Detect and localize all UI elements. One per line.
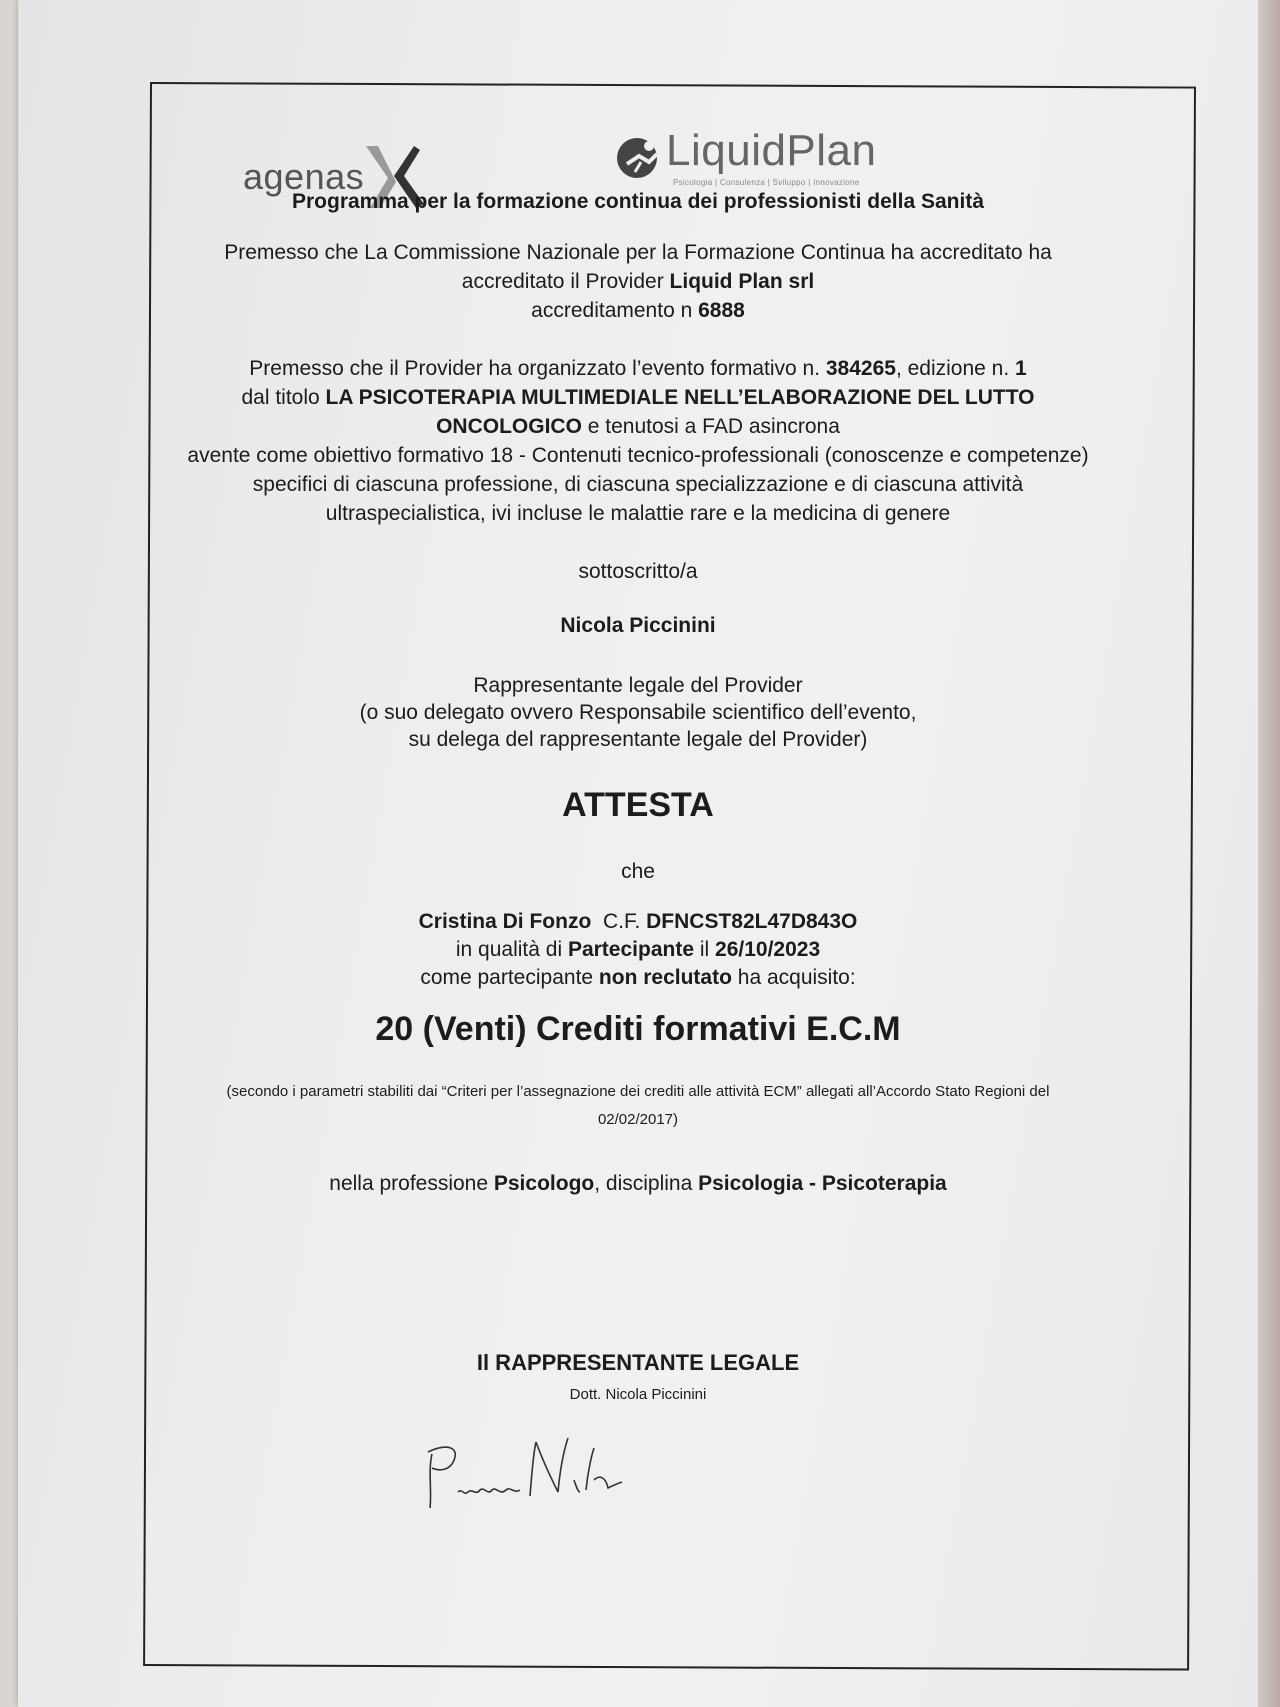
role-line1: Rappresentante legale del Provider — [473, 674, 803, 697]
premise2-line5: specifici di ciascuna professione, di ciascuna specializzazione e di ciascuna attività — [252, 473, 1024, 496]
liquidplan-logo-text: LiquidPlan — [666, 126, 877, 175]
premise2-line1: Premesso che il Provider ha organizzato l’evento formativo n. 384265, edizione n. 1 — [249, 357, 1027, 380]
criteria-note — [18, 1078, 1258, 1134]
agenas-logo-text: agenas — [243, 156, 365, 197]
participant-line2: in qualità di Partecipante il 26/10/2023 — [455, 938, 821, 961]
role-line2: (o suo delegato ovvero Responsabile scientifico dell’evento, — [359, 701, 917, 724]
event-title: LA PSICOTERAPIA MULTIMEDIALE NELL’ELABORAZIONE DEL LUTTO — [325, 386, 1035, 409]
profession-name: Psicologo — [493, 1172, 595, 1195]
provider-name: Liquid Plan srl — [669, 270, 815, 293]
premise1-line3: accreditamento n 6888 — [531, 299, 745, 322]
premise2-line4: avente come obiettivo formativo 18 - Contenuti tecnico-professionali (conoscenze e competenze) — [187, 444, 1089, 467]
participant-name: Cristina Di Fonzo — [418, 910, 592, 933]
participant-role: Partecipante — [567, 938, 695, 961]
undersigned-label: sottoscritto/a — [578, 560, 698, 583]
criteria-line1: (secondo i parametri stabiliti dai “Criteri per l’assegnazione dei crediti alle attività ECM” allegati all’Accordo Stato Regioni del — [226, 1083, 1050, 1100]
legal-representative-name: Dott. Nicola Piccinini — [569, 1386, 707, 1403]
certificate-paper — [18, 0, 1258, 1707]
participant-block — [18, 908, 1258, 992]
credits-title: 20 (Venti) Crediti formativi E.C.M — [375, 1010, 901, 1048]
role-line3: su delega del rappresentante legale del Provider) — [408, 728, 868, 751]
profession-line: nella professione Psicologo, disciplina Psicologia - Psicoterapia — [329, 1172, 947, 1195]
document-heading: Programma per la formazione continua dei professionisti della Sanità — [292, 190, 984, 213]
premise2-line3: ONCOLOGICO e tenutosi a FAD asincrona — [436, 415, 840, 438]
liquidplan-tagline: Psicologia | Consulenza | Sviluppo | Innovazione — [673, 178, 860, 187]
edition-number: 1 — [1015, 357, 1027, 380]
legal-representative-title: Il RAPPRESENTANTE LEGALE — [476, 1350, 800, 1375]
accreditation-number: 6888 — [698, 299, 745, 322]
che-text: che — [621, 860, 655, 883]
premise2-line6: ultraspecialistica, ivi incluse le malattie rare e la medicina di genere — [325, 502, 951, 525]
background-folder-edge — [1258, 0, 1280, 1707]
participant-line3: come partecipante non reclutato ha acquisito: — [420, 966, 856, 989]
premise1-line2: accreditato il Provider Liquid Plan srl — [461, 270, 815, 293]
discipline-name: Psicologia - Psicoterapia — [698, 1172, 947, 1195]
event-title-cont: ONCOLOGICO — [436, 415, 582, 438]
liquidplan-logo-icon — [613, 132, 665, 184]
participant-status: non reclutato — [598, 966, 732, 989]
participant-date: 26/10/2023 — [715, 938, 821, 961]
participant-line1: Cristina Di Fonzo C.F. DFNCST82L47D843O — [418, 910, 858, 933]
premise2-line2: dal titolo LA PSICOTERAPIA MULTIMEDIALE NELL’ELABORAZIONE DEL LUTTO — [241, 386, 1035, 409]
premise-accreditation — [18, 238, 1258, 325]
premise1-line1: Premesso che La Commissione Nazionale per la Formazione Continua ha accreditato ha — [224, 241, 1052, 264]
event-number: 384265 — [825, 357, 896, 380]
attesta-title: ATTESTA — [562, 786, 714, 824]
handwritten-signature — [418, 1430, 648, 1520]
undersigned-name: Nicola Piccinini — [560, 614, 716, 637]
criteria-line2: 02/02/2017) — [597, 1111, 679, 1128]
premise-event — [18, 354, 1258, 528]
logo-bar — [18, 60, 1258, 197]
participant-cf: DFNCST82L47D843O — [646, 910, 858, 933]
representative-role — [18, 672, 1258, 753]
